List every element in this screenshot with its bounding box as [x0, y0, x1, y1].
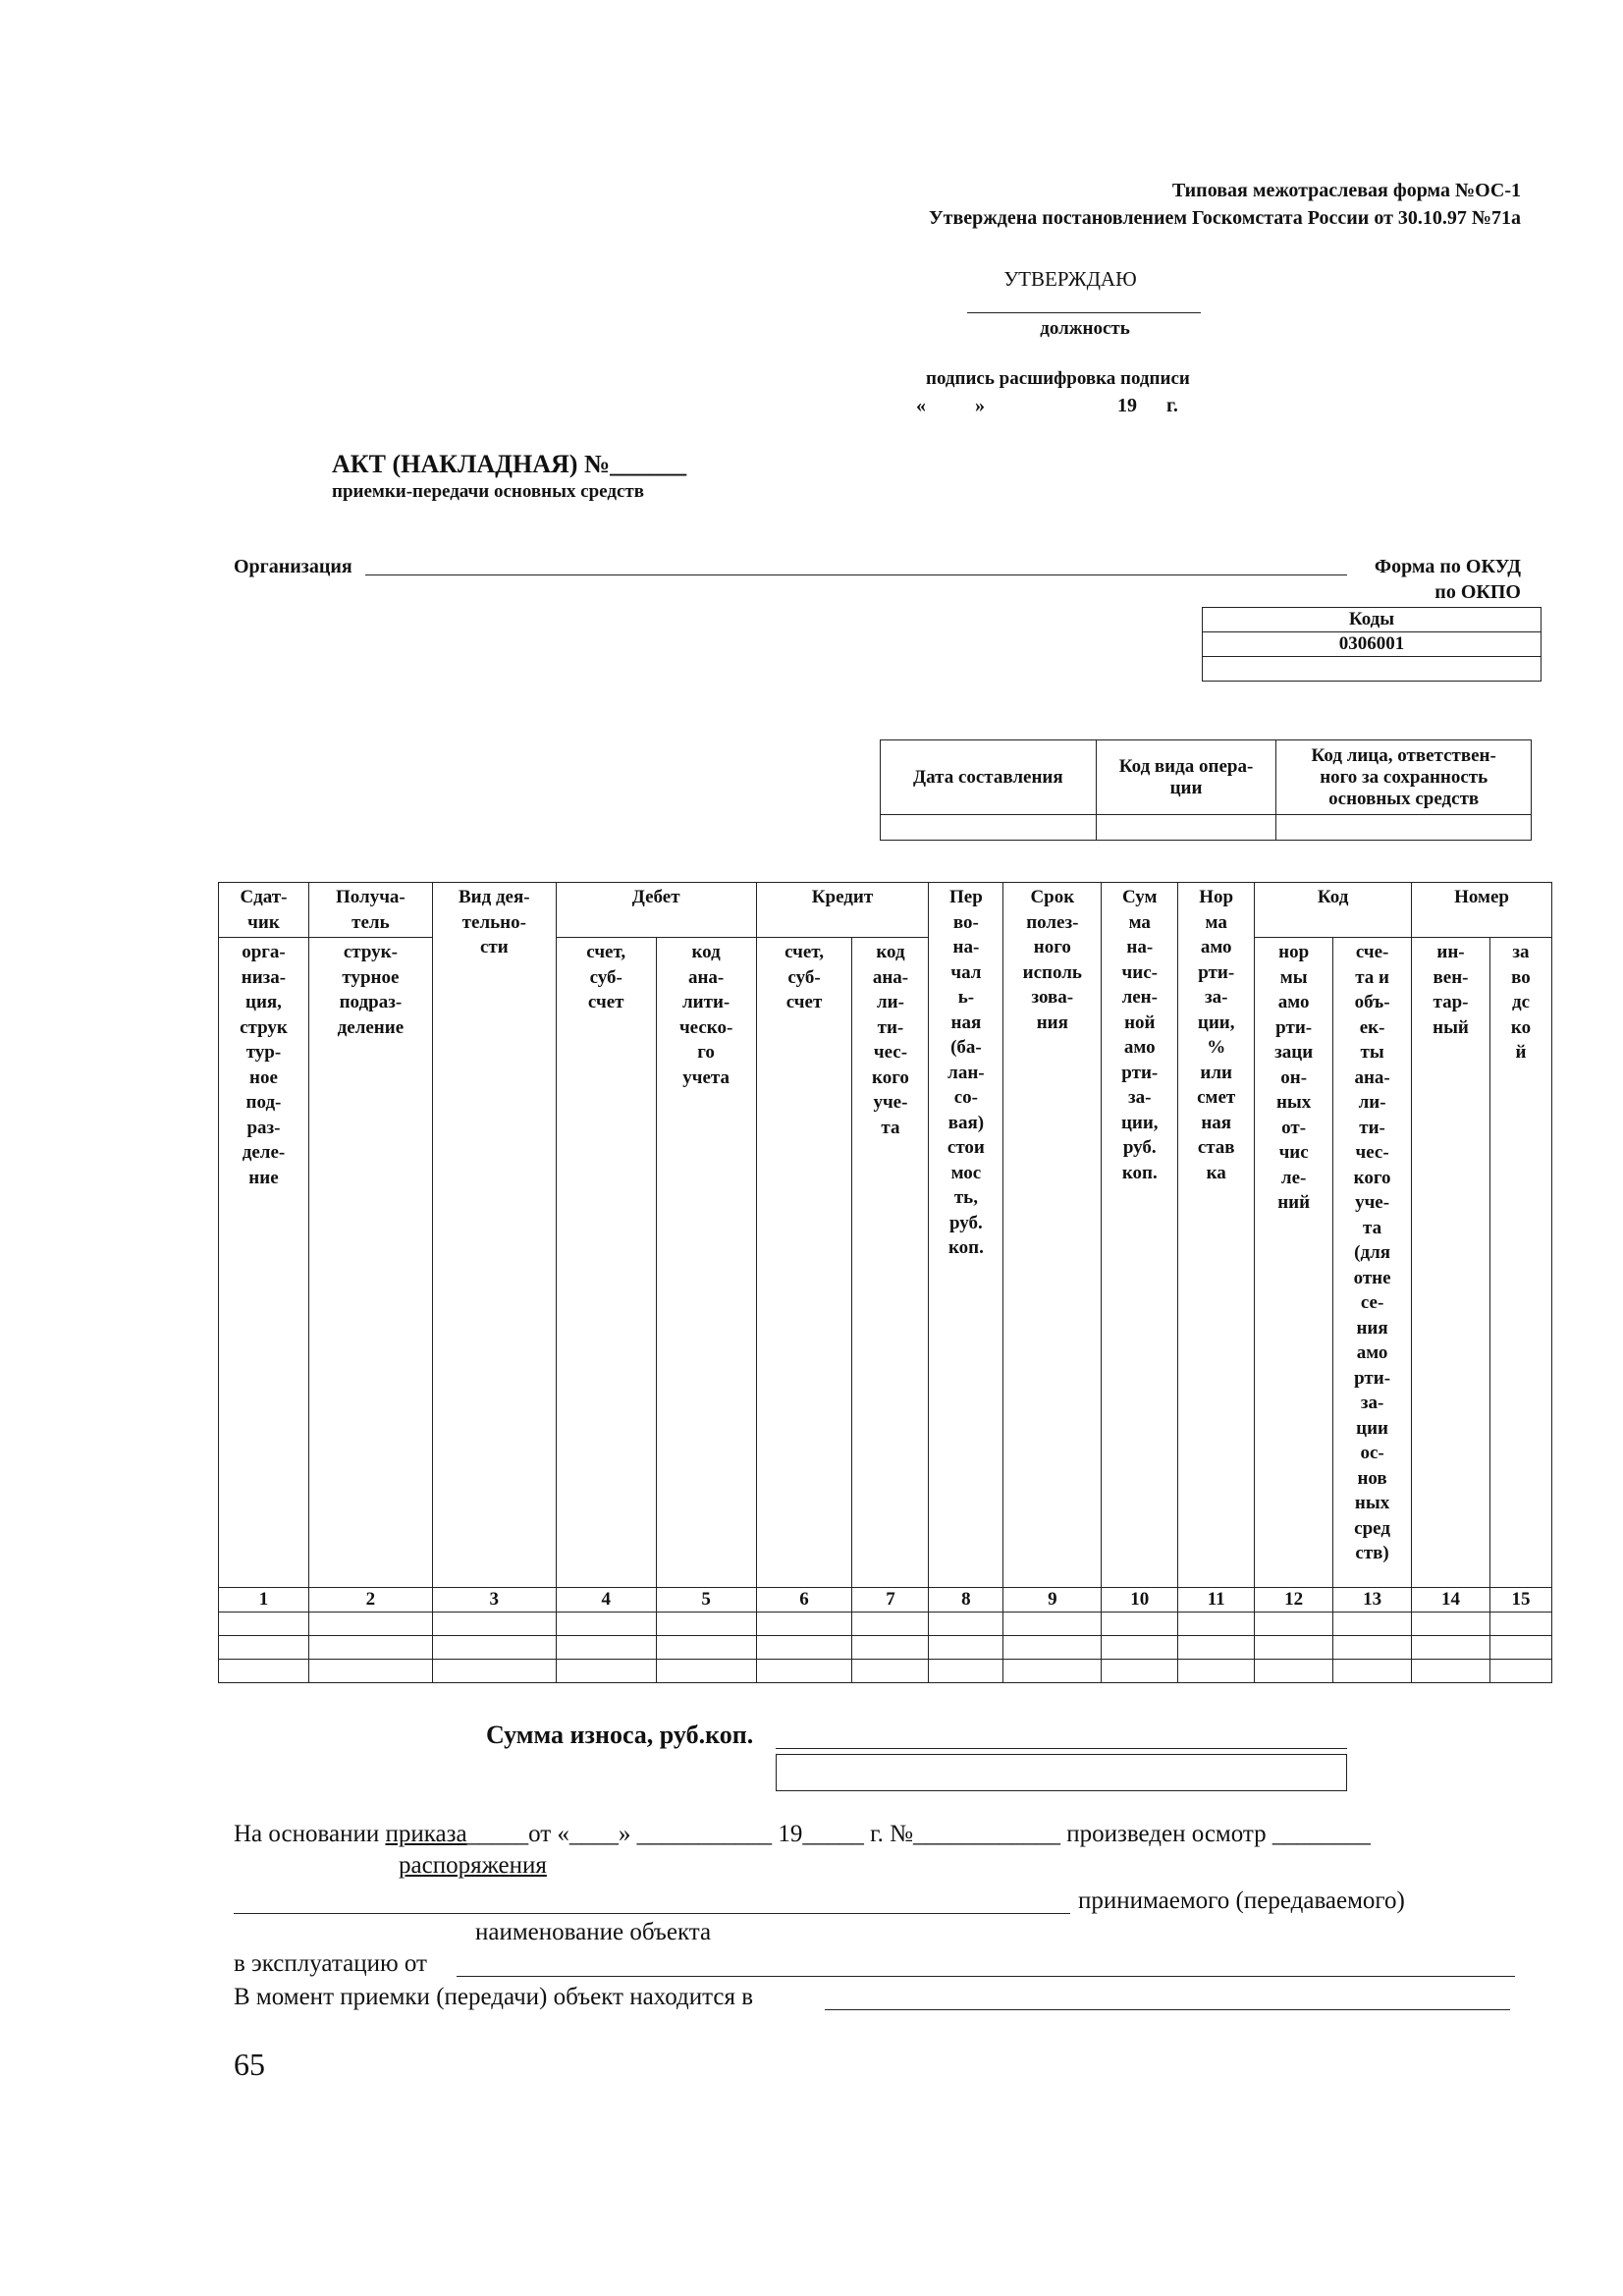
- info-table: [880, 739, 1532, 841]
- cell[interactable]: [308, 1660, 432, 1683]
- cell[interactable]: [1178, 1660, 1255, 1683]
- basis-line-1: [234, 1819, 1371, 1850]
- col-number: 13: [1333, 1588, 1412, 1613]
- order-word: приказа: [385, 1821, 467, 1847]
- act-subtitle: приемки-передачи основных средств: [332, 481, 644, 502]
- col-number: 5: [656, 1588, 756, 1613]
- sub-debet-analytic: код ана- лити- ческо- го учета: [656, 938, 756, 1588]
- object-name-label: наименование объекта: [475, 1919, 712, 1945]
- basis-line-1-rest: _____от «____» ___________ 19_____ г. №____________ произведен осмотр ________: [466, 1821, 1371, 1847]
- header-initial-cost: Пер во- на- чал ь- ная (ба- лан- со- вая) стои мос ть, руб. коп.: [929, 883, 1003, 1588]
- cell[interactable]: [1412, 1660, 1490, 1683]
- cell[interactable]: [1178, 1636, 1255, 1660]
- cell[interactable]: [556, 1613, 656, 1636]
- cell[interactable]: [556, 1636, 656, 1660]
- cell[interactable]: [852, 1636, 929, 1660]
- cell[interactable]: [556, 1660, 656, 1683]
- signature-label: подпись расшифровка подписи: [926, 368, 1190, 389]
- cell[interactable]: [656, 1636, 756, 1660]
- responsible-code-cell[interactable]: [1276, 815, 1532, 841]
- cell[interactable]: [1412, 1613, 1490, 1636]
- cell[interactable]: [432, 1613, 556, 1636]
- approve-title: УТВЕРЖДАЮ: [1003, 267, 1137, 291]
- okpo-label: по ОКПО: [1434, 581, 1521, 603]
- date-header: Дата составления: [881, 740, 1097, 815]
- wear-label: Сумма износа, руб.коп.: [486, 1721, 754, 1749]
- basis-prefix: На основании: [234, 1821, 380, 1847]
- sub-factory-number: за во дс ко й: [1489, 938, 1551, 1588]
- commissioning-label: в эксплуатацию от: [234, 1950, 427, 1977]
- col-number: 10: [1102, 1588, 1178, 1613]
- col-number: 1: [219, 1588, 309, 1613]
- col-number: 2: [308, 1588, 432, 1613]
- codes-header: Коды: [1203, 608, 1542, 632]
- operation-code-header: Код вида опера- ции: [1096, 740, 1276, 815]
- header-activity: Вид дея- тельно- сти: [432, 883, 556, 1588]
- cell[interactable]: [852, 1613, 929, 1636]
- table-row[interactable]: [219, 1636, 1552, 1660]
- col-number: 11: [1178, 1588, 1255, 1613]
- cell[interactable]: [1102, 1613, 1178, 1636]
- table-row[interactable]: [219, 1613, 1552, 1636]
- cell[interactable]: [852, 1660, 929, 1683]
- date-cell[interactable]: [881, 815, 1097, 841]
- column-numbers-row: [219, 1588, 1552, 1613]
- header-kod: Код: [1255, 883, 1412, 938]
- cell[interactable]: [1178, 1613, 1255, 1636]
- wear-line: [776, 1748, 1347, 1749]
- header-sdatchik: Сдат- чик: [219, 883, 309, 938]
- col-number: 8: [929, 1588, 1003, 1613]
- approve-date-line: « » 19 г.: [916, 395, 1178, 416]
- cell[interactable]: [1489, 1613, 1551, 1636]
- cell[interactable]: [1333, 1613, 1412, 1636]
- sub-analytic-accounts: сче- та и объ- ек- ты ана- ли- ти- чес- кого уче- та (для отне се- ния амо рти- за- ции ос- нов ных сред ств): [1333, 938, 1412, 1588]
- cell[interactable]: [1489, 1636, 1551, 1660]
- sub-debet-account: счет, суб- счет: [556, 938, 656, 1588]
- col-number: 4: [556, 1588, 656, 1613]
- cell[interactable]: [1255, 1660, 1333, 1683]
- col-number: 15: [1489, 1588, 1551, 1613]
- form-name: Типовая межотраслевая форма №ОС-1: [1171, 180, 1521, 201]
- cell[interactable]: [1255, 1636, 1333, 1660]
- col-number: 3: [432, 1588, 556, 1613]
- header-debet: Дебет: [556, 883, 756, 938]
- cell[interactable]: [219, 1660, 309, 1683]
- cell[interactable]: [1003, 1660, 1102, 1683]
- cell[interactable]: [432, 1660, 556, 1683]
- cell[interactable]: [219, 1636, 309, 1660]
- cell[interactable]: [756, 1613, 852, 1636]
- cell[interactable]: [756, 1660, 852, 1683]
- col-number: 12: [1255, 1588, 1333, 1613]
- col-number: 7: [852, 1588, 929, 1613]
- header-poluchatel: Получа- тель: [308, 883, 432, 938]
- cell[interactable]: [219, 1613, 309, 1636]
- sub-structural-unit: струк- турное подраз- деление: [308, 938, 432, 1588]
- operation-code-cell[interactable]: [1096, 815, 1276, 841]
- accepted-label: принимаемого (передаваемого): [1078, 1887, 1405, 1914]
- cell[interactable]: [1003, 1613, 1102, 1636]
- cell[interactable]: [1489, 1660, 1551, 1683]
- main-table: [218, 882, 1552, 1683]
- position-label: должность: [1040, 318, 1130, 339]
- sub-kredit-analytic: код ана- ли- ти- чес- кого уче- та: [852, 938, 929, 1588]
- cell[interactable]: [308, 1613, 432, 1636]
- position-line: [967, 312, 1201, 313]
- page-number: 65: [234, 2047, 265, 2082]
- okud-code[interactable]: 0306001: [1203, 632, 1542, 657]
- sub-inventory-number: ин- вен- тар- ный: [1412, 938, 1490, 1588]
- act-title: АКТ (НАКЛАДНАЯ) №______: [332, 450, 687, 478]
- sub-amortization-norms: нор мы амо рти- заци он- ных от- чис ле- ний: [1255, 938, 1333, 1588]
- header-nomer: Номер: [1412, 883, 1552, 938]
- cell[interactable]: [1255, 1613, 1333, 1636]
- organization-field[interactable]: [365, 574, 1347, 575]
- object-name-line[interactable]: [234, 1913, 1070, 1914]
- header-amortization-rate: Нор ма амо рти- за- ции, % или смет ная став ка: [1178, 883, 1255, 1588]
- cell[interactable]: [656, 1613, 756, 1636]
- cell[interactable]: [432, 1636, 556, 1660]
- commissioning-line[interactable]: [457, 1976, 1515, 1977]
- organization-label: Организация: [234, 556, 352, 577]
- sub-organization: орга- низа- ция, струк тур- ное под- раз- деле- ние: [219, 938, 309, 1588]
- sub-kredit-account: счет, суб- счет: [756, 938, 852, 1588]
- cell[interactable]: [1333, 1660, 1412, 1683]
- cell[interactable]: [1003, 1636, 1102, 1660]
- cell[interactable]: [929, 1660, 1003, 1683]
- wear-input-box[interactable]: [776, 1754, 1347, 1791]
- cell[interactable]: [1412, 1636, 1490, 1660]
- col-number: 14: [1412, 1588, 1490, 1613]
- approved-by: Утверждена постановлением Госкомстата России от 30.10.97 №71а: [928, 207, 1521, 229]
- location-label: В момент приемки (передачи) объект находится в: [234, 1984, 753, 2010]
- okpo-code[interactable]: [1203, 657, 1542, 682]
- codes-table: [1202, 607, 1542, 682]
- okud-label: Форма по ОКУД: [1374, 556, 1521, 577]
- responsible-code-header: Код лица, ответствен- ного за сохранность основных средств: [1276, 740, 1532, 815]
- cell[interactable]: [656, 1660, 756, 1683]
- col-number: 9: [1003, 1588, 1102, 1613]
- cell[interactable]: [1102, 1660, 1178, 1683]
- header-useful-life: Срок полез- ного исполь зова- ния: [1003, 883, 1102, 1588]
- cell[interactable]: [929, 1636, 1003, 1660]
- cell[interactable]: [308, 1636, 432, 1660]
- col-number: 6: [756, 1588, 852, 1613]
- header-amortization-sum: Сум ма на- чис- лен- ной амо рти- за- ции, руб. коп.: [1102, 883, 1178, 1588]
- cell[interactable]: [756, 1636, 852, 1660]
- header-kredit: Кредит: [756, 883, 929, 938]
- table-row[interactable]: [219, 1660, 1552, 1683]
- location-line[interactable]: [825, 2009, 1510, 2010]
- cell[interactable]: [1333, 1636, 1412, 1660]
- disposal-word: распоряжения: [399, 1852, 547, 1879]
- cell[interactable]: [1102, 1636, 1178, 1660]
- cell[interactable]: [929, 1613, 1003, 1636]
